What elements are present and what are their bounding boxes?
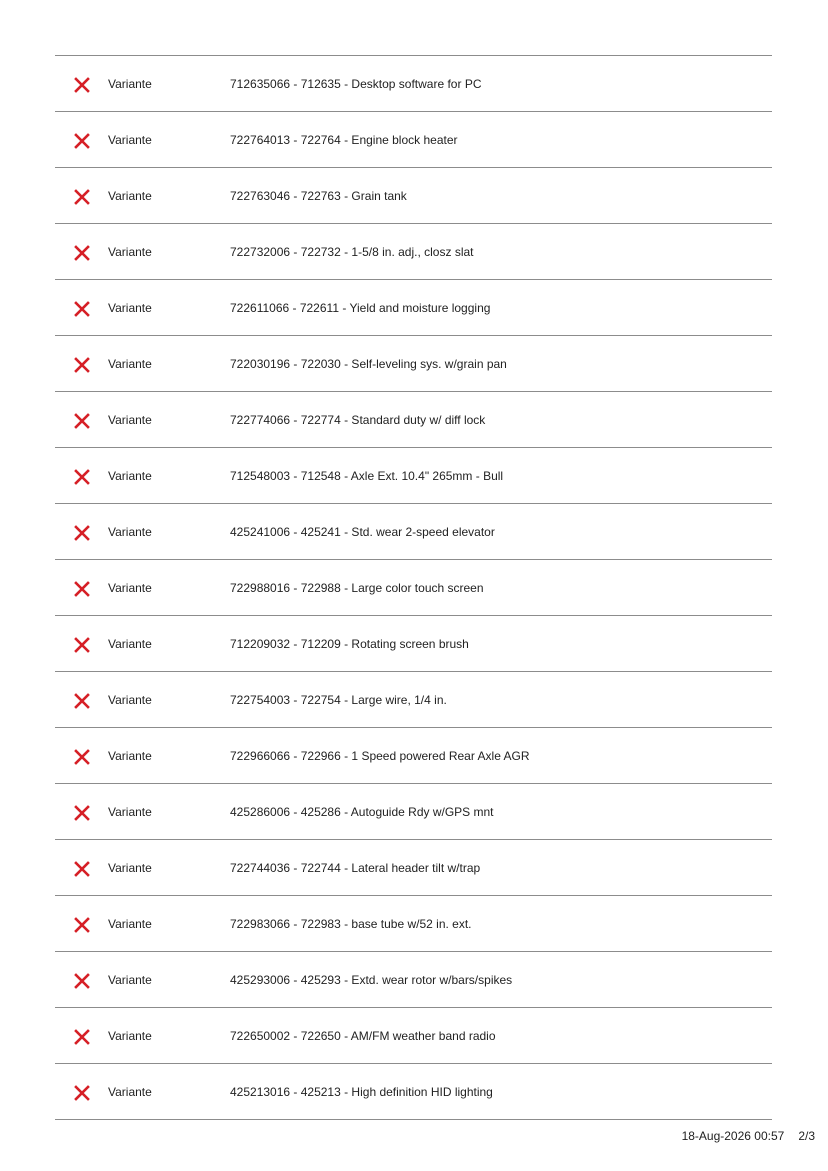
row-type: Variante [108,524,152,539]
row-description: 722030196 - 722030 - Self-leveling sys. w/grain pan [230,356,507,371]
row-type: Variante [108,692,152,707]
row-type: Variante [108,860,152,875]
table-row [55,336,772,392]
table-row [55,896,772,952]
table-row [55,56,772,112]
page-number: 2/3 [798,1129,815,1143]
row-description: 722988016 - 722988 - Large color touch screen [230,580,484,595]
table-row [55,728,772,784]
red-x-icon [55,637,108,653]
red-x-icon [55,693,108,709]
table-row [55,952,772,1008]
table-row [55,560,772,616]
row-description: 722764013 - 722764 - Engine block heater [230,132,458,147]
red-x-icon [55,413,108,429]
row-description: 425293006 - 425293 - Extd. wear rotor w/bars/spikes [230,972,513,987]
table-row [55,504,772,560]
row-type: Variante [108,748,152,763]
row-description: 722650002 - 722650 - AM/FM weather band radio [230,1028,496,1043]
row-type: Variante [108,804,152,819]
red-x-icon [55,525,108,541]
red-x-icon [55,917,108,933]
row-description: 722754003 - 722754 - Large wire, 1/4 in. [230,692,447,707]
red-x-icon [55,245,108,261]
options-table [55,55,772,1120]
table-row [55,112,772,168]
row-description: 722611066 - 722611 - Yield and moisture logging [230,300,491,315]
red-x-icon [55,357,108,373]
red-x-icon [55,1085,108,1101]
table-row [55,840,772,896]
row-description: 722744036 - 722744 - Lateral header tilt w/trap [230,860,481,875]
row-type: Variante [108,76,152,91]
row-type: Variante [108,244,152,259]
row-description: 425241006 - 425241 - Std. wear 2-speed elevator [230,524,495,539]
row-type: Variante [108,916,152,931]
row-description: 712209032 - 712209 - Rotating screen brush [230,636,469,651]
row-type: Variante [108,132,152,147]
row-type: Variante [108,412,152,427]
red-x-icon [55,805,108,821]
row-type: Variante [108,188,152,203]
row-description: 722966066 - 722966 - 1 Speed powered Rear Axle AGR [230,748,530,763]
print-timestamp: 18-Aug-2026 00:57 [681,1129,785,1143]
row-type: Variante [108,1028,152,1043]
page-footer [682,1129,815,1143]
red-x-icon [55,581,108,597]
table-row [55,1064,772,1120]
red-x-icon [55,1029,108,1045]
table-row [55,616,772,672]
red-x-icon [55,749,108,765]
red-x-icon [55,469,108,485]
row-description: 712635066 - 712635 - Desktop software for PC [230,76,482,91]
row-description: 712548003 - 712548 - Axle Ext. 10.4" 265mm - Bull [230,468,504,483]
table-row [55,672,772,728]
row-type: Variante [108,468,152,483]
red-x-icon [55,861,108,877]
red-x-icon [55,77,108,93]
row-type: Variante [108,636,152,651]
row-type: Variante [108,972,152,987]
row-type: Variante [108,1084,152,1099]
row-description: 722983066 - 722983 - base tube w/52 in. ext. [230,916,472,931]
red-x-icon [55,973,108,989]
row-description: 722732006 - 722732 - 1-5/8 in. adj., closz slat [230,244,474,259]
table-row [55,392,772,448]
row-description: 425286006 - 425286 - Autoguide Rdy w/GPS mnt [230,804,494,819]
table-row [55,448,772,504]
table-row [55,1008,772,1064]
row-description: 722774066 - 722774 - Standard duty w/ diff lock [230,412,486,427]
row-description: 722763046 - 722763 - Grain tank [230,188,407,203]
row-type: Variante [108,580,152,595]
row-description: 425213016 - 425213 - High definition HID lighting [230,1084,493,1099]
table-row [55,224,772,280]
red-x-icon [55,133,108,149]
table-row [55,784,772,840]
row-type: Variante [108,356,152,371]
table-row [55,280,772,336]
red-x-icon [55,301,108,317]
row-type: Variante [108,300,152,315]
table-row [55,168,772,224]
red-x-icon [55,189,108,205]
